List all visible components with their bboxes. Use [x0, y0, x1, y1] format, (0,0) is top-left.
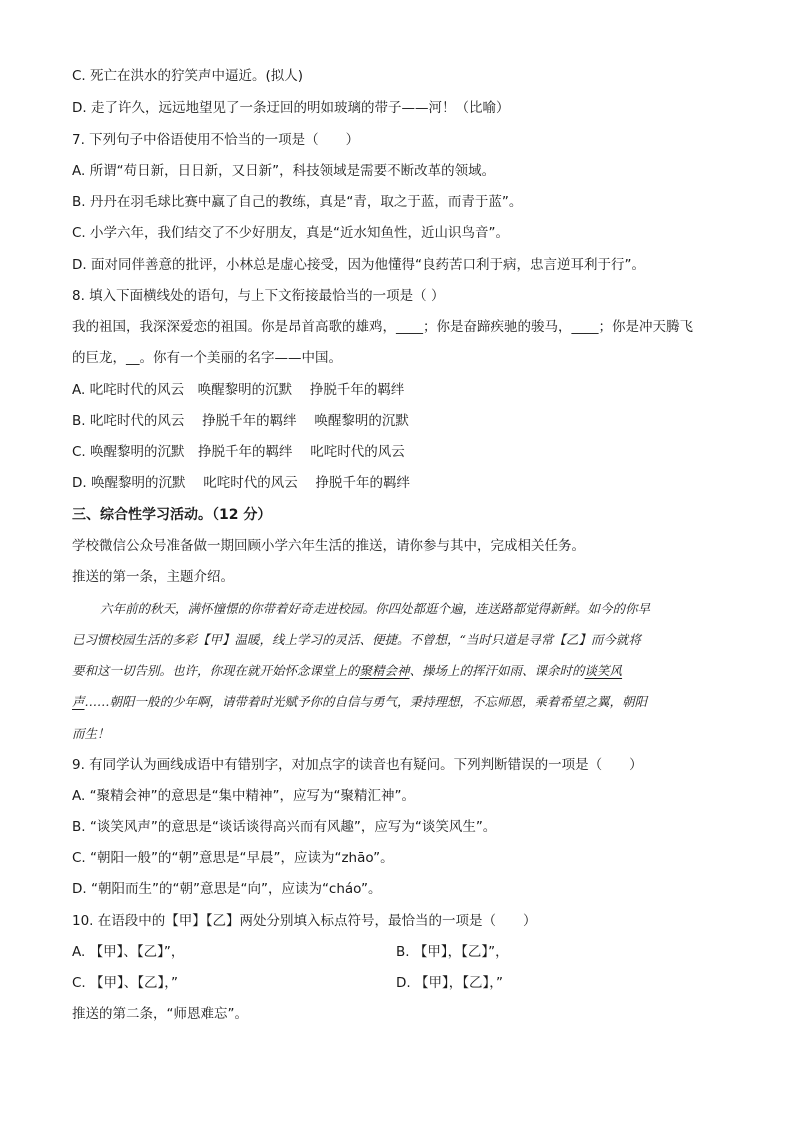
question-7-option-d: D. 面对同伴善意的批评，小林总是虚心接受，因为他懂得“良药苦口利于病，忠言逆耳利于行”。: [72, 257, 645, 273]
passage-text: ……朝阳一般的少年啊，请带着时光赋予你的自信与勇气，秉持理想，不忘师恩，乘着希望之翼，朝阳: [84, 694, 648, 709]
passage-line-4: [72, 692, 722, 712]
question-8-passage-line2: 的巨龙，__。你有一个美丽的名字——中国。: [72, 350, 342, 366]
option-c-q6: C. 死亡在洪水的狞笑声中逼近。(拟人): [72, 68, 304, 84]
question-7-option-b: B. 丹丹在羽毛球比赛中赢了自己的教练，真是“青，取之于蓝，而青于蓝”。: [72, 194, 523, 210]
question-9-option-a: A. “聚精会神”的意思是“集中精神”，应写为“聚精汇神”。: [72, 788, 416, 804]
question-8-option-b: B. 叱咤时代的风云 挣脱千年的羁绊 唤醒黎明的沉默: [72, 413, 409, 429]
underlined-idiom-2: 谈笑风: [584, 663, 623, 678]
closing-line: 推送的第二条，“师恩难忘”。: [72, 1006, 248, 1022]
question-7-option-c: C. 小学六年，我们结交了不少好朋友，真是“近水知鱼性，近山识鸟音”。: [72, 225, 509, 241]
underlined-idiom-2-end: 声: [72, 694, 85, 709]
passage-line-2: 已习惯校园生活的多彩【甲】温暖，线上学习的灵活、便捷。不曾想，“当时只道是寻常【乙】而今就将: [72, 632, 641, 647]
section-heading: 三、综合性学习活动。（12 分）: [72, 507, 272, 523]
question-10-row-2: [72, 973, 722, 993]
passage-line-1: 六年前的秋天，满怀憧憬的你带着好奇走进校园。你四处都逛个遍，连送路都觉得新鲜。如今的你早: [100, 601, 651, 616]
passage-text: 、操场上的挥汗如雨、课余时的: [409, 663, 585, 678]
underlined-idiom-1: 聚精会神: [359, 663, 410, 678]
question-10-option-c: C. 【甲】、【乙】，”: [72, 975, 179, 991]
question-8-stem: 8. 填入下面横线处的语句，与上下文衔接最恰当的一项是（ ）: [72, 288, 445, 304]
intro-line-2: 推送的第一条，主题介绍。: [72, 569, 234, 585]
question-8-option-a: A. 叱咤时代的风云 唤醒黎明的沉默 挣脱千年的羁绊: [72, 382, 405, 398]
question-9-option-d: D. “朝阳而生”的“朝”意思是“向”，应读为“cháo”。: [72, 881, 382, 897]
option-d-q6: D. 走了许久，远远地望见了一条迂回的明如玻璃的带子——河！（比喻）: [72, 100, 510, 116]
question-9-option-c: C. “朝阳一般”的“朝”意思是“早晨”，应读为“zhāo”。: [72, 850, 394, 866]
question-8-option-d: D. 唤醒黎明的沉默 叱咤时代的风云 挣脱千年的羁绊: [72, 475, 411, 491]
question-9-option-b: B. “谈笑风声”的意思是“谈话谈得高兴而有风趣”，应写为“谈笑风生”。: [72, 819, 497, 835]
question-8-option-c: C. 唤醒黎明的沉默 挣脱千年的羁绊 叱咤时代的风云: [72, 444, 405, 460]
question-10-option-a: A. 【甲】、【乙】”，: [72, 944, 185, 960]
passage-line-3: [72, 661, 722, 681]
question-8-passage-line1: 我的祖国，我深深爱恋的祖国。你是昂首高歌的雄鸡，____；你是奋蹄疾驰的骏马，____；你是冲天腾飞: [72, 319, 693, 335]
question-10-row-1: [72, 942, 722, 962]
question-7-option-a: A. 所谓“苟日新，日日新，又日新”，科技领域是需要不断改革的领域。: [72, 163, 496, 179]
question-9-stem: 9. 有同学认为画线成语中有错别字，对加点字的读音也有疑问。下列判断错误的一项是（ ）: [72, 757, 643, 773]
passage-text: 要和这一切告别。也许，你现在就开始怀念课堂上的: [72, 663, 360, 678]
question-10-option-d: D. 【甲】，【乙】，”: [396, 975, 503, 991]
question-7-stem: 7. 下列句子中俗语使用不恰当的一项是（ ）: [72, 132, 360, 148]
question-10-option-b: B. 【甲】，【乙】”，: [396, 944, 509, 960]
question-10-stem: 10. 在语段中的【甲】【乙】两处分别填入标点符号，最恰当的一项是（ ）: [72, 913, 537, 929]
intro-line-1: 学校微信公众号准备做一期回顾小学六年生活的推送，请你参与其中，完成相关任务。: [72, 538, 585, 554]
passage-line-5: 而生！: [72, 726, 110, 741]
